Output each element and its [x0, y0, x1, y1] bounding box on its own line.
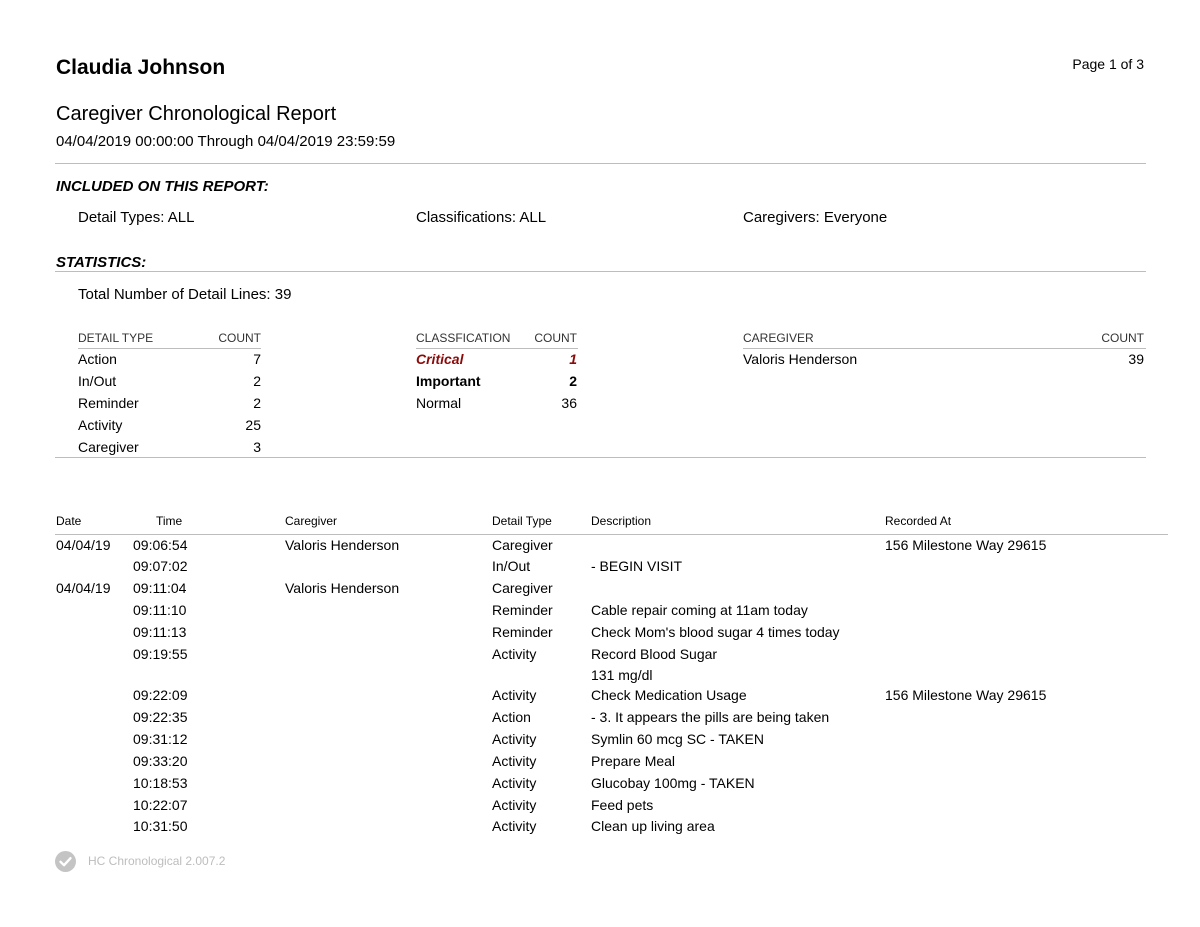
caregiver-header-rule — [743, 348, 1146, 349]
detail-type-count: 2 — [253, 373, 261, 389]
row-detail-type: Activity — [492, 687, 537, 703]
report-title: Caregiver Chronological Report — [56, 103, 337, 125]
col-header-caregiver: Caregiver — [285, 514, 338, 528]
row-time: 10:18:53 — [133, 775, 188, 791]
col-header-detail-type: Detail Type — [492, 514, 552, 528]
footer-version: HC Chronological 2.007.2 — [88, 854, 226, 868]
row-caregiver: Valoris Henderson — [285, 537, 400, 553]
row-date: 04/04/19 — [56, 580, 111, 596]
classification-normal-label: Normal — [416, 395, 462, 411]
classification-critical-label: Critical — [416, 351, 464, 367]
row-time: 09:07:02 — [133, 558, 188, 574]
row-description-detail: 131 mg/dl — [591, 667, 653, 683]
detail-type-count: 2 — [253, 395, 261, 411]
col-header-date: Date — [56, 514, 82, 528]
row-time: 09:19:55 — [133, 646, 188, 662]
detail-type-count: 3 — [253, 439, 261, 455]
row-time: 09:33:20 — [133, 753, 188, 769]
row-detail-type: Caregiver — [492, 580, 553, 596]
row-time: 09:22:35 — [133, 709, 188, 725]
statistics-heading: STATISTICS: — [56, 254, 147, 271]
included-caregivers: Caregivers: Everyone — [743, 209, 888, 226]
row-detail-type: Activity — [492, 646, 537, 662]
row-detail-type: Reminder — [492, 624, 553, 640]
row-description: Record Blood Sugar — [591, 646, 718, 662]
detail-type-label: Activity — [78, 417, 123, 433]
classification-critical-count: 1 — [569, 351, 577, 367]
included-classifications: Classifications: ALL — [416, 209, 547, 226]
row-time: 09:22:09 — [133, 687, 188, 703]
row-detail-type: Activity — [492, 731, 537, 747]
row-description: Clean up living area — [591, 818, 715, 834]
row-detail-type: In/Out — [492, 558, 531, 574]
row-description: - 3. It appears the pills are being taken — [591, 709, 830, 725]
row-time: 09:11:13 — [133, 624, 187, 640]
row-description: Prepare Meal — [591, 753, 676, 769]
row-detail-type: Activity — [492, 775, 537, 791]
client-name: Claudia Johnson — [56, 56, 226, 79]
check-circle-icon — [55, 851, 76, 872]
classification-important-label: Important — [416, 373, 481, 389]
detail-type-label: Caregiver — [78, 439, 139, 455]
row-time: 10:31:50 — [133, 818, 188, 834]
detail-type-count-header: COUNT — [218, 331, 261, 345]
row-date: 04/04/19 — [56, 537, 111, 553]
caregiver-count-header: COUNT — [1101, 331, 1144, 345]
row-time: 10:22:07 — [133, 797, 188, 813]
statistics-bottom-divider — [55, 457, 1146, 458]
row-time: 09:11:10 — [133, 602, 187, 618]
row-time: 09:11:04 — [133, 580, 187, 596]
row-detail-type: Activity — [492, 818, 537, 834]
col-header-description: Description — [591, 514, 652, 528]
row-recorded-at: 156 Milestone Way 29615 — [885, 537, 1047, 553]
row-detail-type: Action — [492, 709, 531, 725]
detail-type-header-rule — [78, 348, 261, 349]
detail-type-label: Action — [78, 351, 117, 367]
detail-type-count: 25 — [245, 417, 261, 433]
row-description: Check Medication Usage — [591, 687, 747, 703]
detail-type-label: Reminder — [78, 395, 139, 411]
row-detail-type: Activity — [492, 797, 537, 813]
row-description: Check Mom's blood sugar 4 times today — [591, 624, 840, 640]
caregiver-col-header: CAREGIVER — [743, 331, 814, 345]
total-detail-lines: Total Number of Detail Lines: 39 — [78, 286, 292, 303]
row-caregiver: Valoris Henderson — [285, 580, 400, 596]
row-time: 09:31:12 — [133, 731, 188, 747]
date-range: 04/04/2019 00:00:00 Through 04/04/2019 23:59:59 — [56, 133, 396, 150]
classification-header-rule — [416, 348, 578, 349]
classification-important-count: 2 — [569, 373, 577, 389]
row-detail-type: Caregiver — [492, 537, 553, 553]
included-heading: INCLUDED ON THIS REPORT: — [56, 178, 269, 195]
row-detail-type: Reminder — [492, 602, 553, 618]
caregiver-stat-count: 39 — [1128, 351, 1144, 367]
classification-count-header: COUNT — [534, 331, 577, 345]
detail-type-col-header: DETAIL TYPE — [78, 331, 154, 345]
row-detail-type: Activity — [492, 753, 537, 769]
row-recorded-at: 156 Milestone Way 29615 — [885, 687, 1047, 703]
classification-normal-count: 36 — [561, 395, 577, 411]
detail-header-rule — [55, 534, 1168, 535]
col-header-recorded-at: Recorded At — [885, 514, 952, 528]
row-description: Glucobay 100mg - TAKEN — [591, 775, 755, 791]
detail-type-count: 7 — [253, 351, 261, 367]
caregiver-stat-label: Valoris Henderson — [743, 351, 858, 367]
row-description: Symlin 60 mcg SC - TAKEN — [591, 731, 764, 747]
header-divider — [55, 163, 1146, 164]
row-description: Feed pets — [591, 797, 654, 813]
included-detail-types: Detail Types: ALL — [78, 209, 195, 226]
page-indicator: Page 1 of 3 — [1072, 56, 1144, 72]
detail-type-label: In/Out — [78, 373, 117, 389]
col-header-time: Time — [156, 514, 183, 528]
row-description: - BEGIN VISIT — [591, 558, 683, 574]
classification-col-header: CLASSFICATION — [416, 331, 511, 345]
statistics-divider — [55, 271, 1146, 272]
row-description: Cable repair coming at 11am today — [591, 602, 808, 618]
row-time: 09:06:54 — [133, 537, 188, 553]
